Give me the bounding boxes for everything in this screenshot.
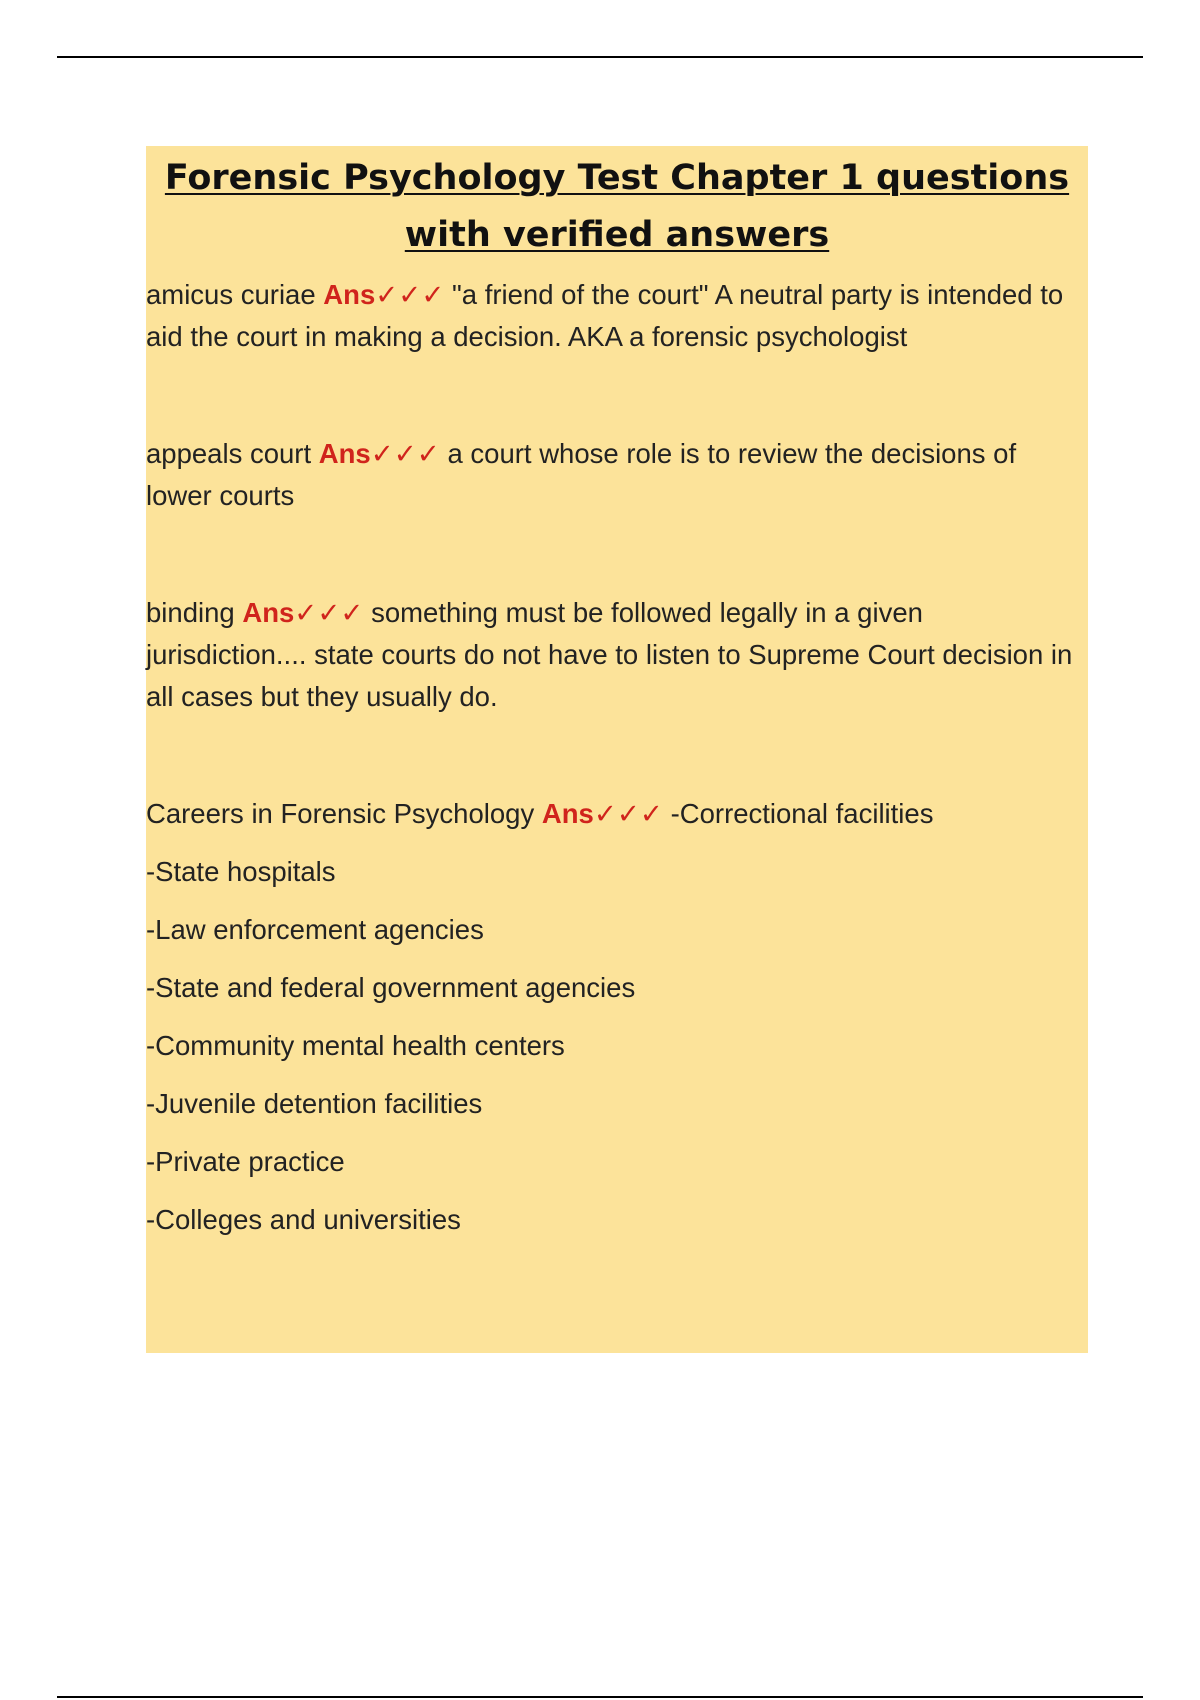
entry-definition: a court whose role is to review the decisions of lower courts bbox=[146, 438, 1017, 511]
entry-careers bbox=[146, 793, 1088, 835]
list-item: -Community mental health centers bbox=[146, 1030, 565, 1061]
check-marks-icon: ✓✓✓ bbox=[593, 798, 663, 829]
check-marks-icon: ✓✓✓ bbox=[375, 279, 445, 310]
check-marks-icon: ✓✓✓ bbox=[370, 438, 440, 469]
entry-term: appeals court bbox=[146, 438, 312, 469]
document-title: Forensic Psychology Test Chapter 1 questions with verified answers bbox=[164, 158, 1070, 255]
footer-rule bbox=[57, 1696, 1143, 1698]
list-item: -State and federal government agencies bbox=[146, 972, 636, 1003]
list-item: -Juvenile detention facilities bbox=[146, 1088, 483, 1119]
check-marks-icon: ✓✓✓ bbox=[294, 597, 364, 628]
entry-term: Careers in Forensic Psychology bbox=[146, 798, 535, 829]
entry-binding bbox=[146, 592, 1088, 718]
answer-marker: Ans bbox=[318, 438, 371, 469]
answer-marker: Ans bbox=[541, 798, 594, 829]
list-item: -Law enforcement agencies bbox=[146, 914, 484, 945]
list-item: -Private practice bbox=[146, 1146, 345, 1177]
answer-marker: Ans bbox=[242, 597, 295, 628]
entry-definition: something must be followed legally in a given jurisdiction.... state courts do not have to listen to Supreme Court decision in all cases but they usually do. bbox=[146, 597, 1073, 712]
entry-definition: -Correctional facilities bbox=[670, 798, 934, 829]
entry-list bbox=[146, 274, 1088, 1241]
entry-appeals-court bbox=[146, 433, 1088, 517]
careers-list bbox=[146, 851, 1088, 1241]
header-rule bbox=[57, 56, 1143, 58]
content-panel bbox=[146, 146, 1088, 1353]
list-item: -State hospitals bbox=[146, 856, 336, 887]
list-item: -Colleges and universities bbox=[146, 1204, 461, 1235]
entry-term: amicus curiae bbox=[146, 279, 316, 310]
answer-marker: Ans bbox=[323, 279, 376, 310]
entry-definition: "a friend of the court" A neutral party is intended to aid the court in making a decision. AKA a forensic psychologist bbox=[146, 279, 1064, 352]
entry-term: binding bbox=[146, 597, 235, 628]
entry-amicus-curiae bbox=[146, 274, 1088, 358]
